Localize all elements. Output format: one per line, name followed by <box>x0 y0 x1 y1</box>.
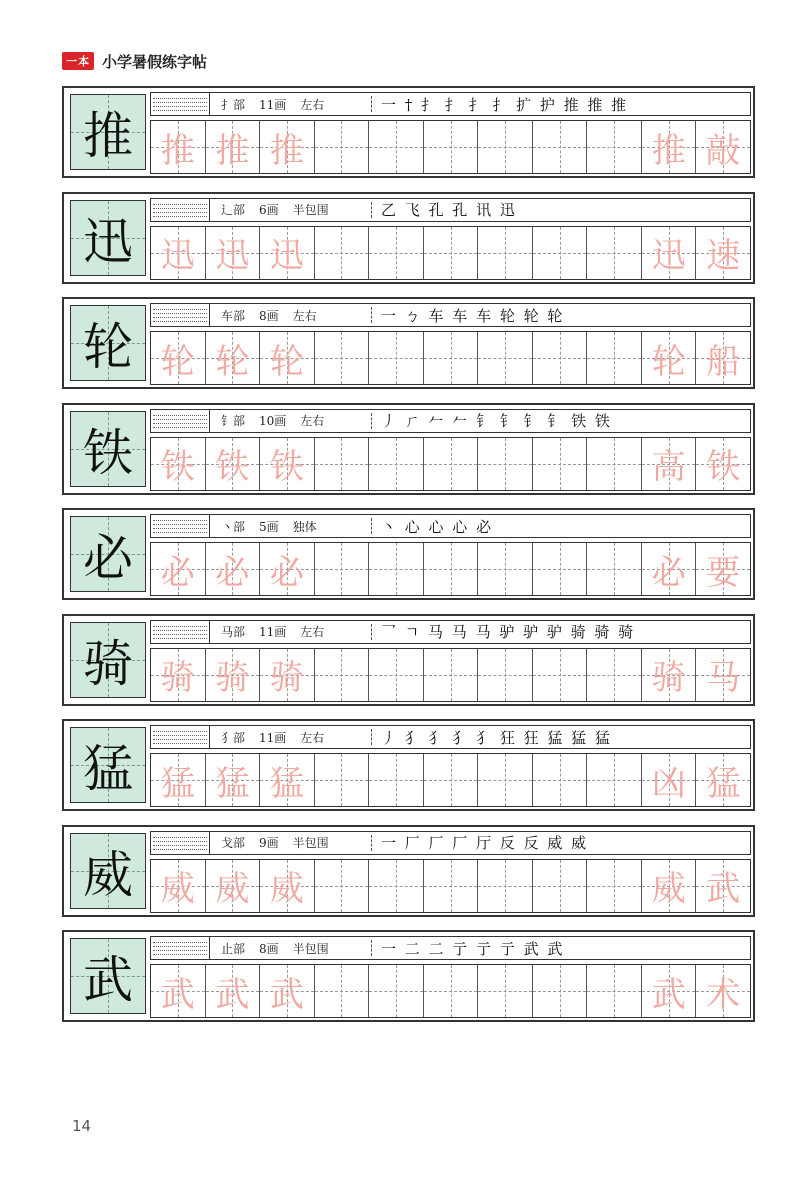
trace-character: 威 <box>215 869 250 909</box>
stroke-count: 9画 <box>259 836 279 850</box>
trace-character: 猛 <box>269 763 304 804</box>
pinyin-writing-box[interactable] <box>151 93 210 115</box>
practice-cell[interactable] <box>478 438 533 490</box>
practice-cell[interactable] <box>478 649 533 701</box>
stroke-count: 8画 <box>259 308 279 323</box>
practice-grid <box>150 437 751 491</box>
trace-character: 猛 <box>215 763 250 804</box>
structure-label: 左右 <box>300 730 325 745</box>
stroke-order: 乙 飞 孔 孔 讯 迅 <box>381 201 517 219</box>
practice-cell[interactable] <box>533 438 588 490</box>
model-character-cell <box>70 305 146 381</box>
practice-cell[interactable] <box>260 860 315 912</box>
radical-label: 扌部 <box>221 97 246 112</box>
practice-cell[interactable] <box>315 332 370 384</box>
trace-character: 必 <box>215 552 250 593</box>
word-character: 铁 <box>706 447 741 487</box>
practice-cell[interactable] <box>206 227 261 279</box>
practice-cell[interactable] <box>315 543 370 595</box>
trace-character: 推 <box>215 130 250 171</box>
practice-cell[interactable] <box>587 649 642 701</box>
radical-label: 钅部 <box>221 414 246 428</box>
practice-cell[interactable] <box>478 332 533 384</box>
page-number: 14 <box>72 1117 92 1135</box>
practice-cell[interactable] <box>642 438 697 490</box>
practice-cell[interactable] <box>260 543 315 595</box>
practice-cell[interactable] <box>478 543 533 595</box>
word-character: 武 <box>651 974 686 1015</box>
structure-label: 左右 <box>300 414 325 428</box>
practice-cell[interactable] <box>642 965 697 1017</box>
practice-cell[interactable] <box>260 121 315 173</box>
model-character: 威 <box>83 845 133 904</box>
trace-character: 武 <box>160 974 195 1015</box>
practice-cell[interactable] <box>696 438 750 490</box>
practice-cell[interactable] <box>424 965 479 1017</box>
practice-row <box>62 192 755 284</box>
word-character: 敲 <box>706 130 741 171</box>
model-character: 迅 <box>83 212 133 271</box>
trace-character: 推 <box>269 130 304 171</box>
character-info-bar <box>150 409 751 433</box>
practice-cell[interactable] <box>369 543 424 595</box>
character-info-bar <box>150 514 751 538</box>
practice-cell[interactable] <box>369 227 424 279</box>
pinyin-writing-box[interactable] <box>151 937 210 959</box>
practice-cell[interactable] <box>424 332 479 384</box>
word-character: 武 <box>706 869 741 909</box>
trace-character: 骑 <box>215 658 250 698</box>
practice-cell[interactable] <box>642 121 697 173</box>
character-info-bar <box>150 92 751 116</box>
practice-cell[interactable] <box>533 649 588 701</box>
word-character: 术 <box>706 974 741 1015</box>
structure-label: 半包围 <box>292 941 329 956</box>
model-character-cell <box>70 833 146 909</box>
practice-cell[interactable] <box>315 438 370 490</box>
pinyin-writing-box[interactable] <box>151 199 210 221</box>
pinyin-writing-box[interactable] <box>151 515 210 537</box>
practice-cell[interactable] <box>206 754 261 806</box>
character-info-bar <box>150 725 751 749</box>
practice-row <box>62 719 755 811</box>
practice-cell[interactable] <box>424 754 479 806</box>
practice-cell[interactable] <box>369 649 424 701</box>
practice-cell[interactable] <box>696 121 750 173</box>
stroke-count: 5画 <box>259 519 279 534</box>
trace-character: 骑 <box>269 658 304 698</box>
practice-row <box>62 86 755 178</box>
practice-cell[interactable] <box>424 543 479 595</box>
practice-cell[interactable] <box>206 332 261 384</box>
practice-cell[interactable] <box>587 332 642 384</box>
trace-character: 轮 <box>269 341 304 382</box>
trace-character: 迅 <box>215 236 250 276</box>
word-character: 轮 <box>651 341 686 382</box>
practice-cell[interactable] <box>369 121 424 173</box>
radical-label: 戈部 <box>221 836 246 850</box>
practice-cell[interactable] <box>642 543 697 595</box>
word-character: 凶 <box>651 763 686 804</box>
structure-label: 左右 <box>300 625 325 639</box>
brand-badge: 一本 <box>62 52 94 70</box>
practice-row <box>62 930 755 1022</box>
practice-cell[interactable] <box>478 965 533 1017</box>
practice-cell[interactable] <box>533 227 588 279</box>
pinyin-writing-box[interactable] <box>151 410 210 432</box>
trace-character: 骑 <box>160 658 195 698</box>
practice-cell[interactable] <box>260 227 315 279</box>
practice-row <box>62 614 755 706</box>
trace-character: 铁 <box>160 447 195 487</box>
stroke-order: 一 厂 厂 厂 厅 反 反 威 威 <box>381 834 589 852</box>
stroke-order: 乛 ㄱ 马 马 马 驴 驴 驴 骑 骑 骑 <box>381 623 636 641</box>
stroke-count: 11画 <box>259 625 287 639</box>
word-character: 推 <box>651 130 686 171</box>
practice-cell[interactable] <box>533 543 588 595</box>
practice-grid <box>150 120 751 174</box>
practice-cell[interactable] <box>533 860 588 912</box>
stroke-count: 11画 <box>259 97 287 112</box>
trace-character: 迅 <box>269 236 304 276</box>
trace-character: 轮 <box>160 341 195 382</box>
structure-label: 半包围 <box>292 836 329 850</box>
radical-label: 丶部 <box>221 519 246 534</box>
practice-cell[interactable] <box>369 438 424 490</box>
practice-grid <box>150 859 751 913</box>
practice-cell[interactable] <box>642 649 697 701</box>
practice-cell[interactable] <box>424 227 479 279</box>
practice-cell[interactable] <box>369 965 424 1017</box>
practice-cell[interactable] <box>260 965 315 1017</box>
practice-cell[interactable] <box>478 860 533 912</box>
practice-cell[interactable] <box>587 543 642 595</box>
practice-cell[interactable] <box>369 860 424 912</box>
practice-cell[interactable] <box>260 754 315 806</box>
practice-cell[interactable] <box>696 332 750 384</box>
trace-character: 武 <box>215 974 250 1015</box>
model-character-cell <box>70 516 146 592</box>
practice-cell[interactable] <box>206 649 261 701</box>
character-info-bar <box>150 198 751 222</box>
radical-label: 止部 <box>221 941 246 956</box>
stroke-order: 一 二 二 亍 亍 亍 武 武 <box>381 939 565 958</box>
practice-cell[interactable] <box>206 438 261 490</box>
practice-cell[interactable] <box>696 754 750 806</box>
practice-cell[interactable] <box>587 965 642 1017</box>
practice-cell[interactable] <box>315 649 370 701</box>
practice-cell[interactable] <box>696 965 750 1017</box>
structure-label: 左右 <box>300 97 325 112</box>
practice-cell[interactable] <box>260 332 315 384</box>
practice-cell[interactable] <box>206 121 261 173</box>
model-character-cell <box>70 727 146 803</box>
model-character-cell <box>70 94 146 170</box>
word-character: 必 <box>651 552 686 593</box>
practice-cell[interactable] <box>587 438 642 490</box>
practice-cell[interactable] <box>424 438 479 490</box>
practice-cell[interactable] <box>369 332 424 384</box>
practice-grid <box>150 648 751 702</box>
radical-label: 车部 <box>221 308 246 323</box>
stroke-order: 丿 犭 犭 犭 犭 狂 狂 猛 猛 猛 <box>381 728 612 747</box>
practice-cell[interactable] <box>587 754 642 806</box>
practice-cell[interactable] <box>151 649 206 701</box>
character-info-bar <box>150 620 751 644</box>
practice-cell[interactable] <box>478 121 533 173</box>
word-character: 船 <box>706 341 741 382</box>
practice-cell[interactable] <box>315 754 370 806</box>
practice-cell[interactable] <box>642 227 697 279</box>
stroke-order: 丿 ㄏ 𠂉 𠂉 钅 钅 钅 钅 铁 铁 <box>381 412 612 430</box>
model-character-cell <box>70 622 146 698</box>
trace-character: 猛 <box>160 763 195 804</box>
practice-cell[interactable] <box>206 860 261 912</box>
trace-character: 迅 <box>160 236 195 276</box>
word-character: 速 <box>706 236 741 276</box>
pinyin-writing-box[interactable] <box>151 304 210 326</box>
radical-label: 犭部 <box>221 730 246 745</box>
practice-cell[interactable] <box>315 860 370 912</box>
practice-cell[interactable] <box>533 965 588 1017</box>
practice-cell[interactable] <box>587 227 642 279</box>
practice-cell[interactable] <box>151 543 206 595</box>
stroke-count: 6画 <box>259 203 279 217</box>
character-info-bar <box>150 831 751 855</box>
practice-row <box>62 297 755 389</box>
practice-cell[interactable] <box>151 860 206 912</box>
practice-grid <box>150 753 751 807</box>
practice-cell[interactable] <box>424 860 479 912</box>
pinyin-writing-box[interactable] <box>151 726 210 748</box>
word-character: 骑 <box>651 658 686 698</box>
model-character-cell <box>70 200 146 276</box>
practice-grid <box>150 542 751 596</box>
practice-cell[interactable] <box>369 754 424 806</box>
model-character: 武 <box>83 951 133 1009</box>
stroke-order: 丶 心 心 心 必 <box>381 517 494 536</box>
model-character: 铁 <box>83 423 133 482</box>
practice-cell[interactable] <box>478 227 533 279</box>
practice-cell[interactable] <box>642 754 697 806</box>
practice-cell[interactable] <box>424 649 479 701</box>
pinyin-writing-box[interactable] <box>151 621 210 643</box>
practice-cell[interactable] <box>642 332 697 384</box>
practice-cell[interactable] <box>696 649 750 701</box>
practice-row <box>62 825 755 917</box>
model-character: 必 <box>83 529 133 587</box>
practice-cell[interactable] <box>260 438 315 490</box>
stroke-order: 一 † 扌 扌 扌 扌 扩 护 推 推 推 <box>381 95 629 114</box>
practice-grid <box>150 226 751 280</box>
stroke-count: 10画 <box>259 414 287 428</box>
practice-cell[interactable] <box>696 860 750 912</box>
word-character: 马 <box>706 658 741 698</box>
radical-label: 辶部 <box>221 203 246 217</box>
word-character: 威 <box>651 869 686 909</box>
practice-grid <box>150 331 751 385</box>
word-character: 要 <box>706 552 741 593</box>
practice-cell[interactable] <box>533 754 588 806</box>
structure-label: 独体 <box>292 519 317 534</box>
practice-cell[interactable] <box>151 754 206 806</box>
practice-row <box>62 403 755 495</box>
practice-cell[interactable] <box>315 965 370 1017</box>
trace-character: 铁 <box>215 447 250 487</box>
trace-character: 威 <box>160 869 195 909</box>
stroke-order: 一 ㄅ 车 车 车 轮 轮 轮 <box>381 306 565 325</box>
practice-cell[interactable] <box>151 332 206 384</box>
radical-label: 马部 <box>221 625 246 639</box>
practice-cell[interactable] <box>642 860 697 912</box>
pinyin-writing-box[interactable] <box>151 832 210 854</box>
model-character: 推 <box>83 107 133 165</box>
practice-cell[interactable] <box>260 649 315 701</box>
structure-label: 左右 <box>292 308 317 323</box>
trace-character: 威 <box>269 869 304 909</box>
character-info-bar <box>150 936 751 960</box>
structure-label: 半包围 <box>292 203 329 217</box>
character-info-bar <box>150 303 751 327</box>
practice-cell[interactable] <box>587 860 642 912</box>
practice-cell[interactable] <box>315 227 370 279</box>
word-character: 迅 <box>651 236 686 276</box>
model-character: 骑 <box>83 634 133 693</box>
practice-cell[interactable] <box>696 543 750 595</box>
practice-row <box>62 508 755 600</box>
stroke-count: 11画 <box>259 730 287 745</box>
practice-cell[interactable] <box>424 121 479 173</box>
practice-cell[interactable] <box>206 543 261 595</box>
trace-character: 必 <box>269 552 304 593</box>
word-character: 高 <box>651 447 686 487</box>
practice-cell[interactable] <box>151 438 206 490</box>
model-character-cell <box>70 938 146 1014</box>
practice-cell[interactable] <box>533 332 588 384</box>
trace-character: 轮 <box>215 341 250 382</box>
trace-character: 武 <box>269 974 304 1015</box>
model-character: 轮 <box>83 318 133 376</box>
practice-grid <box>150 964 751 1018</box>
stroke-count: 8画 <box>259 941 279 956</box>
trace-character: 推 <box>160 130 195 171</box>
model-character-cell <box>70 411 146 487</box>
trace-character: 必 <box>160 552 195 593</box>
practice-cell[interactable] <box>587 121 642 173</box>
practice-cell[interactable] <box>696 227 750 279</box>
practice-cell[interactable] <box>206 965 261 1017</box>
practice-cell[interactable] <box>478 754 533 806</box>
practice-cell[interactable] <box>151 965 206 1017</box>
practice-cell[interactable] <box>151 121 206 173</box>
book-title: 小学暑假练字帖 <box>102 52 208 71</box>
page-header <box>62 50 207 72</box>
word-character: 猛 <box>706 763 741 804</box>
practice-cell[interactable] <box>151 227 206 279</box>
practice-cell[interactable] <box>533 121 588 173</box>
practice-cell[interactable] <box>315 121 370 173</box>
model-character: 猛 <box>83 740 133 798</box>
trace-character: 铁 <box>269 447 304 487</box>
